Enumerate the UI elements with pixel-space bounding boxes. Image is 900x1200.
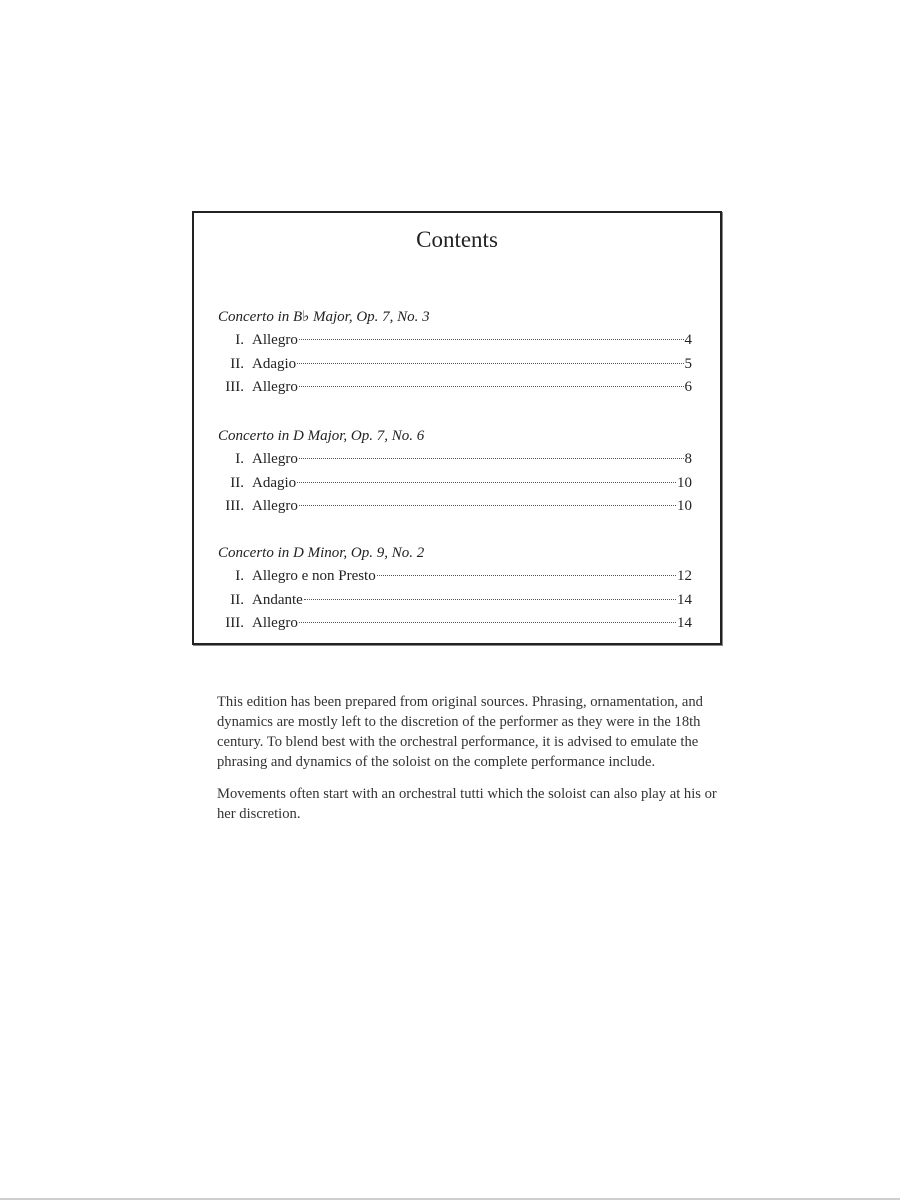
concerto-section-1: [218, 305, 692, 400]
movement-number: II.: [230, 591, 244, 608]
movement-number: I.: [235, 451, 244, 467]
movement-number: III.: [225, 498, 244, 514]
toc-entry: [218, 589, 692, 613]
leader-dots: [297, 482, 676, 483]
toc-entry: [218, 353, 692, 377]
concerto-section-3: [218, 541, 692, 636]
movement-number: III.: [225, 379, 244, 395]
notes-paragraph: This edition has been prepared from original sources. Phrasing, ornamentation, and dynamics are mostly left to the discretion of the performer as they were in the 18th century. To blend best with the orchestral performance, it is advised to emulate the phrasing and dynamics of the soloist on the complete performance include.: [217, 694, 703, 770]
movement-name: Adagio: [252, 355, 297, 372]
movement-name: Andante: [252, 591, 303, 608]
concerto-section-2: [218, 424, 692, 519]
page-number: 10: [677, 474, 692, 491]
page-number: 6: [684, 379, 692, 395]
toc-entry: [218, 472, 692, 496]
page-number: 14: [677, 591, 692, 608]
movement-number: III.: [225, 615, 244, 631]
page-number: 4: [684, 332, 692, 348]
contents-box: [192, 211, 722, 645]
movement-name: Allegro: [252, 451, 298, 467]
movement-number: I.: [235, 332, 244, 348]
contents-title: Contents: [416, 227, 498, 252]
movement-name: Allegro e non Presto: [252, 568, 376, 584]
leader-dots: [299, 339, 684, 340]
toc-entry: [218, 448, 692, 472]
leader-dots: [297, 363, 683, 364]
page-number: 5: [684, 355, 692, 372]
leader-dots: [299, 458, 684, 459]
page-number: 10: [677, 498, 692, 514]
toc-entry: [218, 329, 692, 353]
movement-name: Allegro: [252, 615, 298, 631]
leader-dots: [299, 386, 684, 387]
leader-dots: [299, 622, 676, 623]
movement-number: II.: [230, 355, 244, 372]
edition-notes: [217, 692, 717, 836]
movement-number: II.: [230, 474, 244, 491]
toc-entry: [218, 495, 692, 519]
movement-name: Allegro: [252, 332, 298, 348]
leader-dots: [377, 575, 676, 576]
page-number: 12: [677, 568, 692, 584]
notes-paragraph: Movements often start with an orchestral tutti which the soloist can also play at his or her discretion.: [217, 786, 717, 822]
leader-dots: [304, 599, 676, 600]
movement-number: I.: [235, 568, 244, 584]
leader-dots: [299, 505, 676, 506]
toc-entry: [218, 376, 692, 400]
page-number: 14: [677, 615, 692, 631]
movement-name: Adagio: [252, 474, 297, 491]
movement-name: Allegro: [252, 498, 298, 514]
concerto-heading: Concerto in D Minor, Op. 9, No. 2: [218, 545, 425, 561]
movement-name: Allegro: [252, 379, 298, 395]
concerto-heading: Concerto in D Major, Op. 7, No. 6: [218, 428, 425, 444]
toc-entry: [218, 565, 692, 589]
concerto-heading: Concerto in B♭ Major, Op. 7, No. 3: [218, 309, 430, 325]
toc-entry: [218, 612, 692, 636]
page-number: 8: [684, 451, 692, 467]
